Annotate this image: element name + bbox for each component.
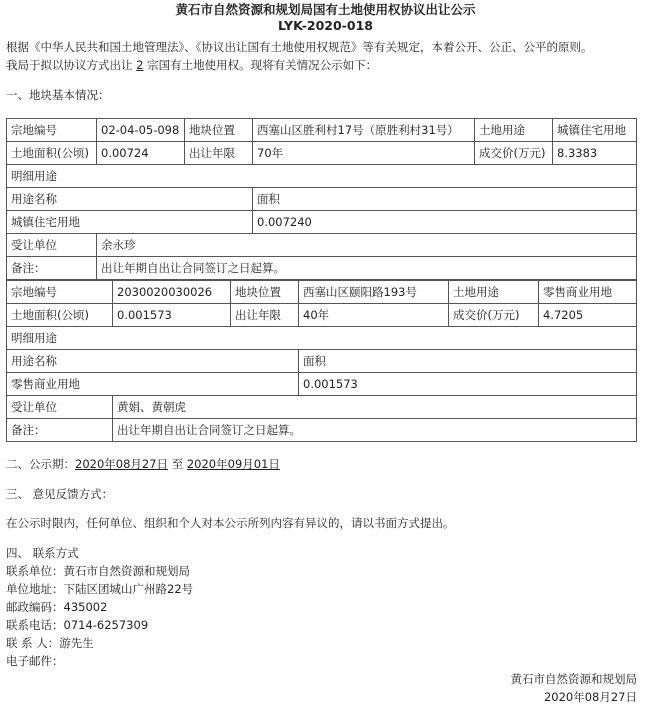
- area-header: 面积: [253, 188, 637, 211]
- price-label: 成交价(万元): [449, 304, 539, 327]
- table-row: [7, 142, 637, 165]
- use-name-header: 用途名称: [7, 350, 299, 373]
- land-use-label: 土地用途: [449, 281, 539, 304]
- detail-use-name: 城镇住宅用地: [7, 211, 253, 234]
- remark-value: 出让年期自出让合同签订之日起算。: [97, 257, 637, 280]
- contact-phone: 联系电话：0714-6257309: [6, 618, 149, 632]
- section-2-publicity-period: [6, 455, 645, 473]
- detail-use-name: 零售商业用地: [7, 373, 299, 396]
- parcel-no-label: 宗地编号: [7, 119, 97, 142]
- section-3-heading: 三、 意见反馈方式：: [6, 487, 114, 501]
- table-row: [7, 165, 637, 188]
- signature-date: 2020年08月27日: [543, 690, 637, 704]
- parcel-table-2: [6, 280, 637, 442]
- table-row: [7, 304, 637, 327]
- price-label: 成交价(万元): [475, 142, 553, 165]
- section-3-text: 在公示时限内，任何单位、组织和个人对本公示所列内容有异议的，请以书面方式提出。: [6, 516, 455, 530]
- remark-label: 备注：: [7, 257, 97, 280]
- parcel-no-value: 2030020030026: [113, 281, 231, 304]
- area-header: 面积: [299, 350, 637, 373]
- period-to: 至: [171, 457, 184, 471]
- signature-org: 黄石市自然资源和规划局: [510, 672, 637, 686]
- area-value: 0.001573: [113, 304, 231, 327]
- contact-unit: 联系单位：黄石市自然资源和规划局: [6, 564, 190, 578]
- section-4-heading: 四、 联系方式: [6, 546, 79, 560]
- location-label: 地块位置: [185, 119, 253, 142]
- detail-use-label: 明细用途: [7, 327, 637, 350]
- area-value: 0.00724: [97, 142, 185, 165]
- intro-line-2-suffix: 宗国有土地使用权。现将有关情况公示如下：: [147, 58, 378, 72]
- contact-address: 单位地址：下陆区团城山广州路22号: [6, 582, 194, 596]
- use-name-header: 用途名称: [7, 188, 253, 211]
- term-value: 40年: [299, 304, 449, 327]
- price-value: 4.7205: [539, 304, 637, 327]
- term-value: 70年: [253, 142, 475, 165]
- signature-block: [511, 670, 638, 706]
- table-row: [7, 373, 637, 396]
- contact-person: 联 系 人：游先生: [6, 636, 94, 650]
- section-2-label: 二、公示期：: [6, 457, 75, 471]
- period-start: 2020年08月27日: [75, 457, 169, 471]
- location-value: 西塞山区颐阳路193号: [299, 281, 449, 304]
- recipient-value: 余永珍: [97, 234, 637, 257]
- section-1-heading: 一、地块基本情况：: [6, 88, 110, 102]
- price-value: 8.3383: [553, 142, 637, 165]
- table-row: [7, 281, 637, 304]
- parcel-no-label: 宗地编号: [7, 281, 113, 304]
- table-row: [7, 419, 637, 442]
- term-label: 出让年限: [185, 142, 253, 165]
- detail-area: 0.001573: [299, 373, 637, 396]
- table-row: [7, 396, 637, 419]
- intro-line-1: 根据《中华人民共和国土地管理法》、《协议出让国有土地使用权规范》等有关规定，本着公开、公正、公平的原则。: [6, 40, 593, 54]
- land-use-value: 零售商业用地: [539, 281, 637, 304]
- parcel-table-1: [6, 118, 637, 280]
- intro-paragraph: [6, 38, 645, 74]
- recipient-label: 受让单位: [7, 234, 97, 257]
- document-number: LYK-2020-018: [278, 18, 373, 33]
- parcel-no-value: 02-04-05-098: [97, 119, 185, 142]
- parcel-count: 2: [136, 58, 144, 72]
- remark-label: 备注：: [7, 419, 113, 442]
- land-use-label: 土地用途: [475, 119, 553, 142]
- table-row: [7, 257, 637, 280]
- remark-value: 出让年期自出让合同签订之日起算。: [113, 419, 637, 442]
- table-row: [7, 211, 637, 234]
- detail-use-label: 明细用途: [7, 165, 637, 188]
- recipient-value: 黄娟、黄朝虎: [113, 396, 637, 419]
- contact-email: 电子邮件：: [6, 654, 64, 668]
- table-row: [7, 350, 637, 373]
- location-label: 地块位置: [231, 281, 299, 304]
- intro-line-2-prefix: 我局于拟以协议方式出让: [6, 58, 133, 72]
- land-use-value: 城镇住宅用地: [553, 119, 637, 142]
- table-row: [7, 188, 637, 211]
- period-end: 2020年09月01日: [186, 457, 280, 471]
- location-value: 西塞山区胜利村17号（原胜利村31号）: [253, 119, 475, 142]
- table-row: [7, 327, 637, 350]
- area-label: 土地面积(公顷): [7, 304, 113, 327]
- intro-line-2: [6, 56, 645, 74]
- table-row: [7, 234, 637, 257]
- page-title: 黄石市自然资源和规划局国有土地使用权协议出让公示: [175, 2, 476, 17]
- table-row: [7, 119, 637, 142]
- detail-area: 0.007240: [253, 211, 637, 234]
- term-label: 出让年限: [231, 304, 299, 327]
- recipient-label: 受让单位: [7, 396, 113, 419]
- section-4-contact: [6, 544, 645, 670]
- contact-postcode: 邮政编码：435002: [6, 600, 108, 614]
- area-label: 土地面积(公顷): [7, 142, 97, 165]
